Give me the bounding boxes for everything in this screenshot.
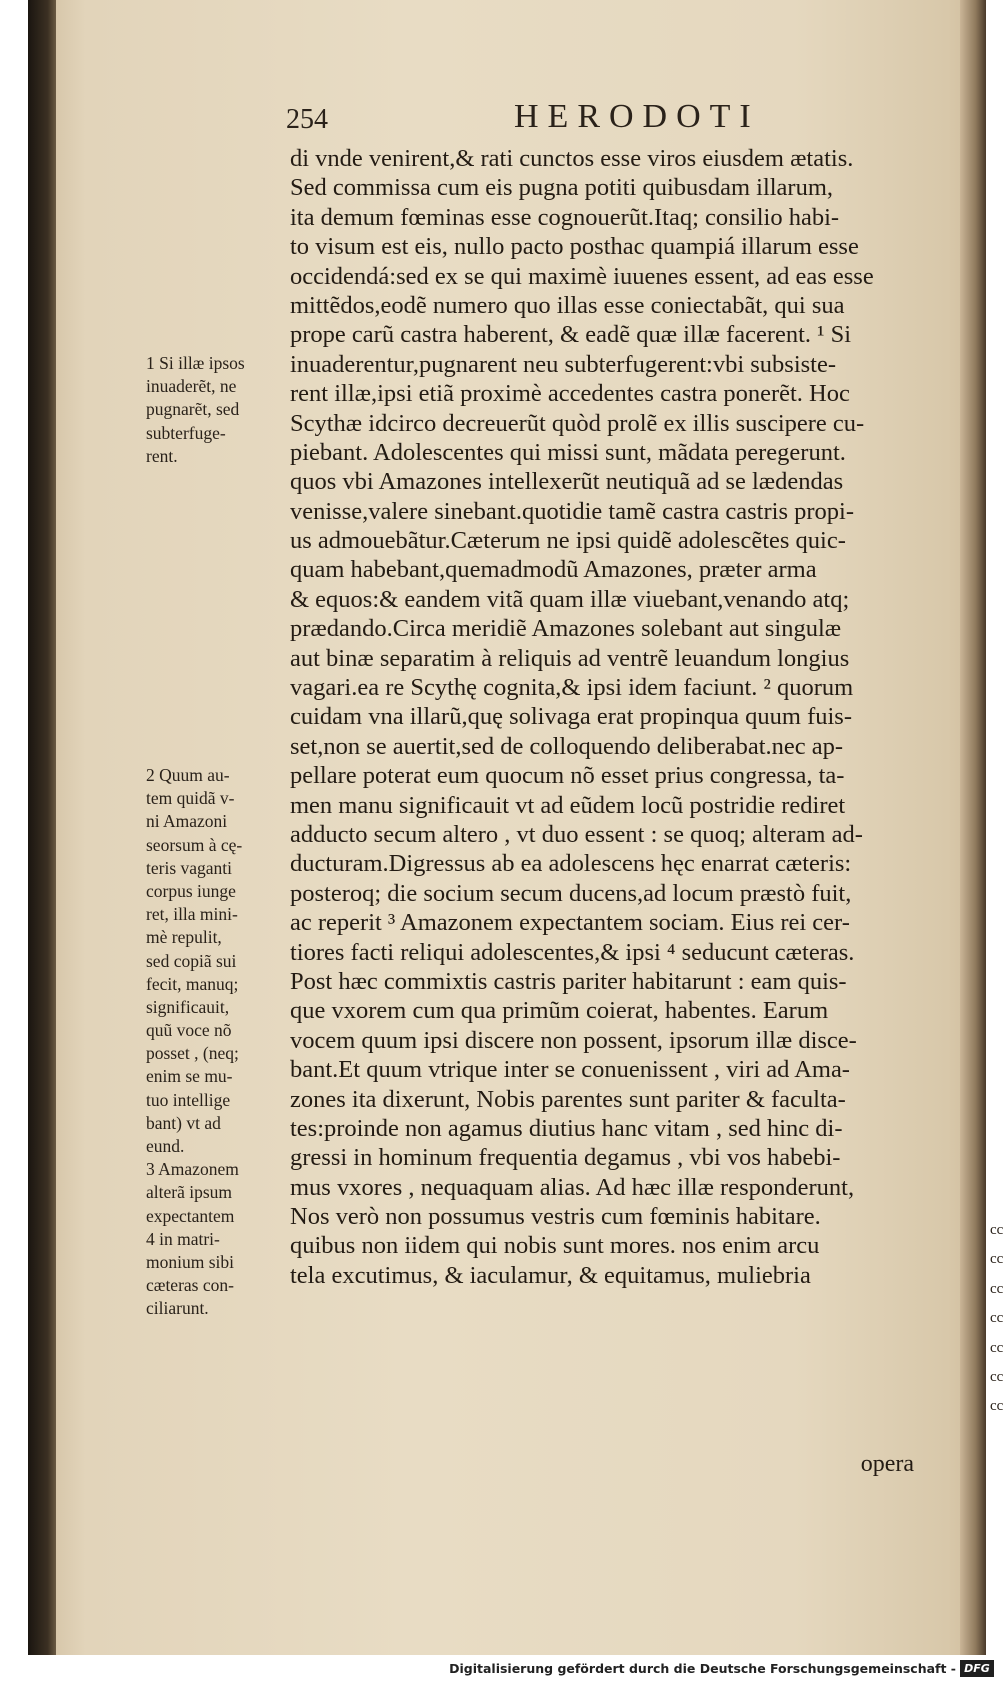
quote-mark: cc — [990, 1398, 1004, 1415]
text-line: zones ita dixerunt, Nobis parentes sunt pariter & faculta- — [290, 1085, 846, 1113]
text-line: vagari.ea re Scythę cognita,& ipsi idem faciunt. ² quorum — [290, 674, 854, 702]
text-line: inuaderentur,pugnarent neu subterfugerent:vbi subsiste- — [290, 350, 837, 378]
text-line: tes:proinde non agamus diutius hanc vitam , sed hinc di- — [290, 1114, 843, 1142]
quote-mark: cc — [990, 1310, 1004, 1327]
text-line: mus vxores , nequaquam alias. Ad hæc illæ responderunt, — [290, 1173, 855, 1201]
note-line: sed copiã sui — [146, 950, 237, 971]
text-line: set,non se auertit,sed de colloquendo deliberabat.nec ap- — [290, 732, 844, 760]
marginal-note-1 — [146, 352, 282, 468]
text-line: & equos:& eandem vitã quam illæ viuebant,venando atq; — [290, 585, 850, 613]
text-line: us admouebãtur.Cæterum ne ipsi quidẽ adolescẽtes quic- — [290, 527, 846, 555]
text-line: di vnde venirent,& rati cunctos esse viros eiusdem ætatis. — [290, 145, 854, 172]
text-line: Nos verò non possumus vestris cum fœminis habitare. — [290, 1203, 821, 1231]
page-number: 254 — [286, 104, 328, 135]
book-page — [28, 0, 1004, 1655]
note-line: bant) vt ad — [146, 1112, 221, 1133]
text-line: venisse,valere sinebant.quotidie tamẽ castra castris propi- — [290, 497, 854, 525]
text-line: gressi in hominum frequentia degamus , vbi vos habebi- — [290, 1144, 841, 1172]
note-line: tuo intellige — [146, 1089, 231, 1110]
text-line: cuidam vna illarũ,quę solivaga erat propinqua quum fuis- — [290, 703, 852, 731]
text-line: ita demum fœminas esse cognouerũt.Itaq; consilio habi- — [290, 203, 840, 231]
note-line: seorsum à cę- — [146, 834, 243, 855]
text-line: prope carũ castra haberent, & eadẽ quæ illæ facerent. ¹ Si — [290, 321, 852, 349]
note-line: cæteras con- — [146, 1275, 234, 1296]
text-line: prædando.Circa meridiẽ Amazones solebant aut singulæ — [290, 615, 842, 643]
text-line: bant.Et quum vtrique inter se conuenissent , viri ad Ama- — [290, 1056, 850, 1084]
note-line: expectantem — [146, 1205, 235, 1226]
text-line: tiores facti reliqui adolescentes,& ipsi ⁴ seducunt cæteras. — [290, 938, 855, 966]
note-line: eund. — [146, 1136, 185, 1156]
note-line: significauit, — [146, 996, 230, 1017]
text-line: Scythæ idcirco decreuerũt quòd prolẽ ex illis suscipere cu- — [290, 409, 865, 437]
quote-mark: cc — [990, 1222, 1004, 1238]
footer-bar — [0, 1655, 1000, 1684]
book-binding-shadow — [28, 0, 56, 1655]
quote-mark: cc — [990, 1339, 1004, 1356]
note-line: pugnarẽt, sed — [146, 399, 240, 420]
text-line: ducturam.Digressus ab ea adolescens hęc enarrat cæteris: — [290, 850, 852, 878]
text-line: to visum est eis, nullo pacto posthac quampiá illarum esse — [290, 233, 859, 261]
note-line: enim se mu- — [146, 1066, 233, 1087]
note-line: 2 Quum au- — [146, 765, 230, 785]
text-line: rent illæ,ipsi etiã proximè accedentes castra ponerẽt. Hoc — [290, 380, 850, 408]
note-line: alterã ipsum — [146, 1182, 233, 1203]
quote-mark: cc — [990, 1251, 1004, 1268]
note-line: posset , (neq; — [146, 1043, 239, 1064]
text-line: occidendá:sed ex se qui maximè iuuenes essent, ad eas esse — [290, 262, 874, 290]
note-line: 4 in matri- — [146, 1228, 220, 1249]
note-line: 1 Si illæ ipsos — [146, 353, 245, 373]
text-line: adducto secum altero , vt duo essent : se quoq; alteram ad- — [290, 820, 863, 848]
note-line: tem quidã v- — [146, 788, 235, 809]
page-header — [286, 98, 1006, 142]
note-line: monium sibi — [146, 1251, 234, 1272]
note-line: mè repulit, — [146, 927, 222, 948]
text-line: Post hæc commixtis castris pariter habitarunt : eam quis- — [290, 967, 847, 995]
note-line: rent. — [146, 445, 178, 466]
note-line: ni Amazoni — [146, 811, 228, 832]
text-line: pellare poterat eum quocum nõ esset prius congressa, ta- — [290, 762, 845, 790]
note-line: ciliarunt. — [146, 1298, 209, 1319]
dfg-logo-icon: DFG — [960, 1660, 994, 1677]
running-head: HERODOTI — [514, 98, 760, 135]
text-line: que vxorem cum qua primũm coierat, habentes. Earum — [290, 997, 829, 1025]
text-line: quibus non iidem qui nobis sunt mores. nos enim arcu — [290, 1232, 820, 1260]
text-line: ac reperit ³ Amazonem expectantem sociam. Eius rei cer- — [290, 909, 850, 937]
quote-mark: cc — [990, 1368, 1004, 1385]
funding-credit: Digitalisierung gefördert durch die Deutsche Forschungsgemeinschaft - — [449, 1661, 956, 1676]
quotation-marks-column — [990, 1216, 1003, 1422]
text-line: mittẽdos,eodẽ numero quo illas esse coniectabãt, qui sua — [290, 291, 845, 319]
text-line: vocem quum ipsi discere non possent, ipsorum illæ disce- — [290, 1026, 857, 1054]
text-line: Sed commissa cum eis pugna potiti quibusdam illarum, — [290, 174, 834, 202]
marginal-note-2 — [146, 764, 282, 1321]
text-line: tela excutimus, & iaculamur, & equitamus, muliebria — [290, 1261, 811, 1289]
note-line: teris vaganti — [146, 857, 233, 878]
note-line: 3 Amazonem — [146, 1159, 239, 1180]
note-line: ret, illa mini- — [146, 904, 238, 925]
text-line: aut binæ separatim à reliquis ad ventrẽ leuandum longius — [290, 644, 850, 672]
catchword: opera — [860, 1451, 914, 1477]
text-line: posteroq; die socium secum ducens,ad locum præstò fuit, — [290, 879, 852, 907]
note-line: corpus iunge — [146, 880, 236, 901]
text-line: quam habebant,quemadmodũ Amazones, præter arma — [290, 556, 817, 584]
note-line: inuaderẽt, ne — [146, 376, 237, 397]
text-line: quos vbi Amazones intellexerũt neutiquã ad se lædendas — [290, 468, 844, 496]
quote-mark: cc — [990, 1280, 1004, 1297]
note-line: quũ voce nõ — [146, 1020, 232, 1041]
main-text-column — [290, 144, 990, 1290]
text-line: men manu significauit vt ad eũdem locũ postridie rediret — [290, 791, 846, 819]
note-line: subterfuge- — [146, 422, 226, 443]
text-line: piebant. Adolescentes qui missi sunt, mãdata peregerunt. — [290, 438, 846, 466]
note-line: fecit, manuq; — [146, 973, 239, 994]
